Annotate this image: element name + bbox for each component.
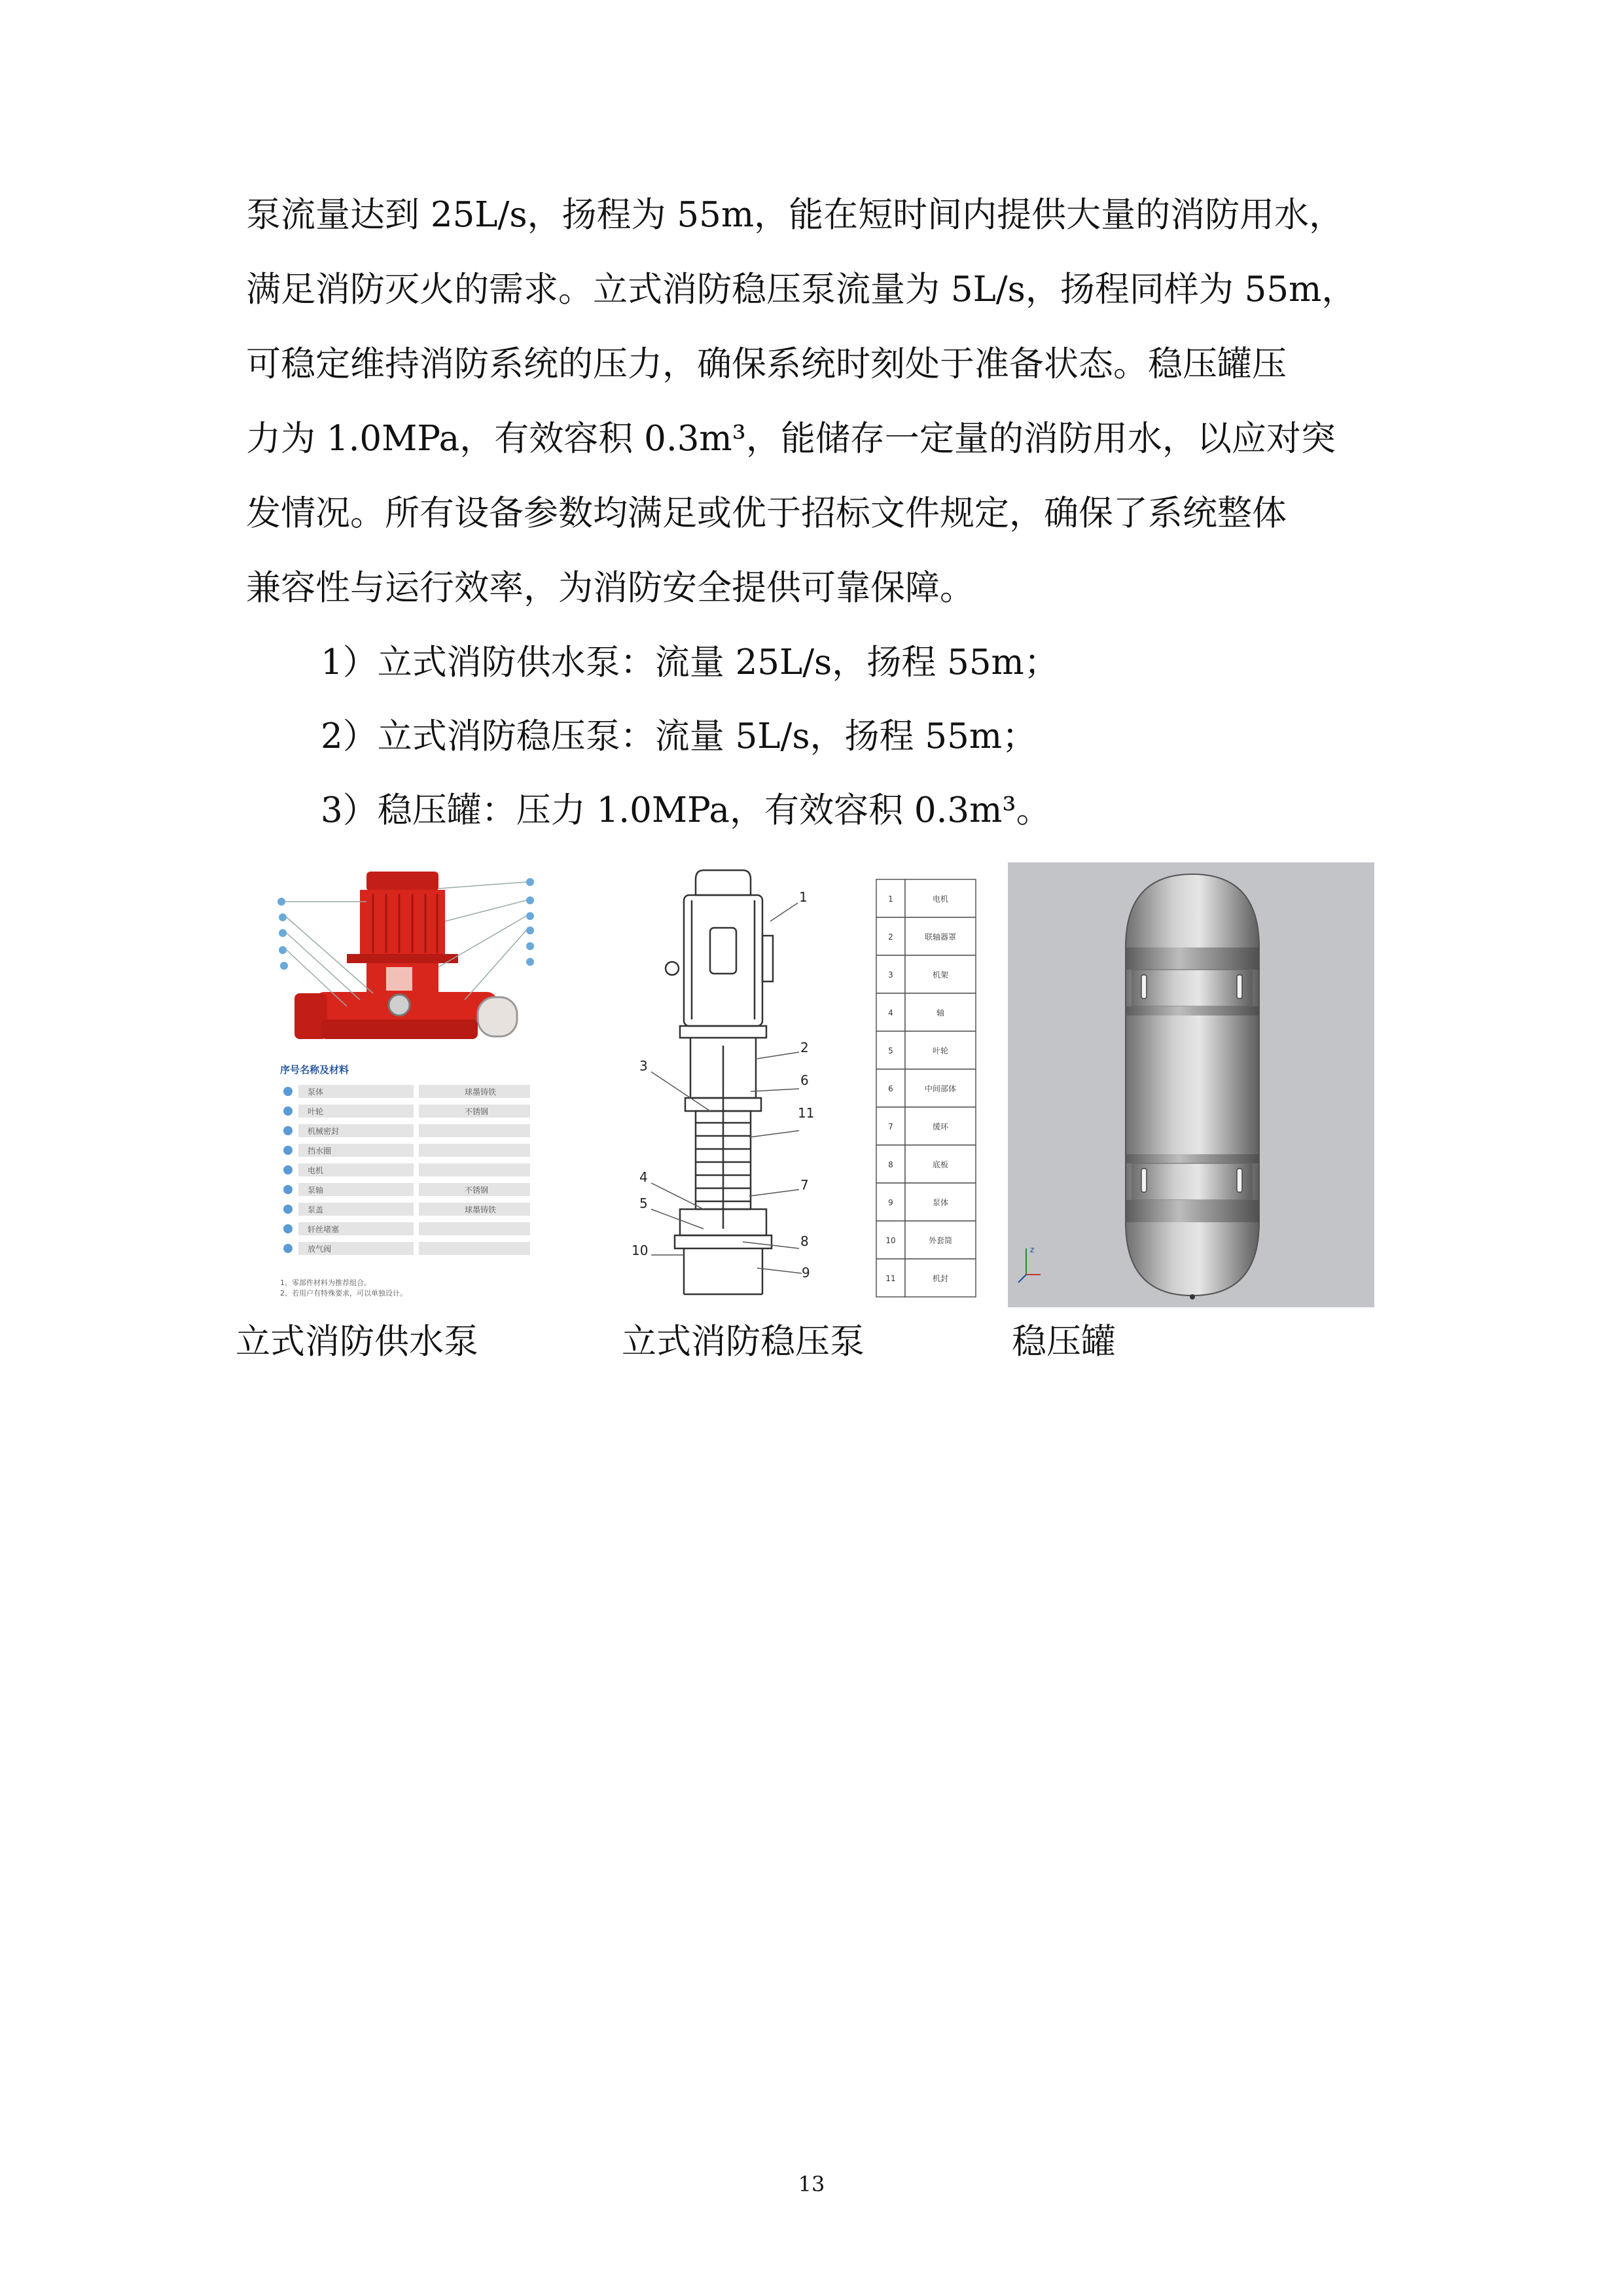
part-name: 机架 — [932, 970, 949, 980]
part-number: 7 — [888, 1122, 893, 1131]
part-name: 放气阀 — [308, 1245, 332, 1254]
figure-stabilizer-pump — [612, 862, 980, 1301]
body-line: 满足消防灭火的需求。立式消防稳压泵流量为 5L/s，扬程同样为 55m， — [246, 270, 1357, 309]
part-name: 缓环 — [932, 1122, 949, 1131]
callout-11: 11 — [798, 1105, 815, 1121]
table-cell — [419, 1124, 530, 1137]
part-name: 叶轮 — [308, 1107, 324, 1116]
part-material: 不锈钢 — [465, 1107, 489, 1116]
part-material: 球墨铸铁 — [465, 1205, 497, 1214]
table-cell — [419, 1222, 530, 1235]
part-name: 中间部体 — [924, 1084, 957, 1093]
material-table-title: 序号名称及材料 — [280, 1064, 349, 1076]
part-name: 电机 — [932, 894, 949, 904]
callout-8: 8 — [800, 1233, 809, 1249]
part-name: 底板 — [932, 1160, 949, 1169]
motor-cap — [366, 872, 438, 891]
part-name: 机封 — [932, 1274, 949, 1283]
callout-1: 1 — [799, 889, 808, 905]
part-number: 10 — [885, 1236, 896, 1245]
caption-stabilizer-pump: 立式消防稳压泵 — [622, 1322, 865, 1362]
callout-9: 9 — [802, 1265, 810, 1280]
axis-label: z — [1030, 1245, 1035, 1254]
table-cell — [419, 1144, 530, 1157]
part-name: 联轴器罩 — [924, 932, 957, 942]
figure-pressure-tank — [1008, 862, 1374, 1307]
list-item: 3）稳压罐：压力 1.0MPa，有效容积 0.3m³。 — [321, 790, 1051, 830]
row-bullet-icon — [283, 1165, 293, 1174]
part-name: 叶轮 — [932, 1046, 949, 1055]
part-name: 轴 — [936, 1008, 945, 1017]
part-number: 2 — [888, 932, 893, 942]
material-note: 1、零部件材料为推荐组合。 — [280, 1279, 371, 1287]
part-name: 机械密封 — [308, 1127, 340, 1136]
part-number: 3 — [888, 970, 893, 980]
part-number: 6 — [888, 1084, 893, 1093]
list-item: 2）立式消防稳压泵：流量 5L/s，扬程 55m； — [321, 716, 1037, 756]
callout-3: 3 — [639, 1058, 648, 1074]
part-name: 挡水圈 — [308, 1146, 332, 1156]
callout-2: 2 — [800, 1040, 809, 1055]
list-item: 1）立式消防供水泵：流量 25L/s，扬程 55m； — [321, 643, 1059, 682]
row-bullet-icon — [283, 1185, 293, 1194]
part-number: 5 — [888, 1046, 893, 1055]
row-bullet-icon — [283, 1087, 293, 1096]
part-name: 电机 — [308, 1166, 324, 1175]
body-line: 泵流量达到 25L/s，扬程为 55m，能在短时间内提供大量的消防用水， — [246, 195, 1344, 235]
callout-5: 5 — [639, 1195, 648, 1211]
table-cell — [419, 1242, 530, 1255]
part-number: 8 — [888, 1160, 893, 1169]
material-note: 2、若用户有特殊要求，可以单独设计。 — [280, 1289, 407, 1298]
body-line: 兼容性与运行效率，为消防安全提供可靠保障。 — [246, 568, 974, 608]
part-number: 4 — [888, 1008, 893, 1017]
table-cell — [419, 1163, 530, 1176]
part-material: 不锈钢 — [465, 1186, 489, 1195]
row-bullet-icon — [283, 1224, 293, 1233]
part-name: 泵盖 — [308, 1205, 324, 1214]
part-number: 11 — [885, 1274, 896, 1283]
figure-supply-pump — [268, 862, 543, 1301]
part-number: 1 — [888, 894, 893, 904]
row-bullet-icon — [283, 1205, 293, 1214]
row-bullet-icon — [283, 1146, 293, 1155]
caption-supply-pump: 立式消防供水泵 — [236, 1322, 478, 1362]
part-material: 球墨铸铁 — [465, 1087, 497, 1097]
page-number: 13 — [798, 2172, 825, 2197]
callout-10: 10 — [632, 1243, 649, 1258]
body-line: 可稳定维持消防系统的压力，确保系统时刻处于准备状态。稳压罐压 — [246, 344, 1287, 384]
row-bullet-icon — [283, 1126, 293, 1135]
row-bullet-icon — [283, 1106, 293, 1116]
part-name: 泵体 — [932, 1198, 949, 1207]
part-name: 轩丝堵塞 — [308, 1225, 340, 1234]
callout-4: 4 — [639, 1169, 648, 1185]
supply-pump-illustration — [268, 862, 543, 1301]
callout-7: 7 — [800, 1177, 809, 1193]
row-bullet-icon — [283, 1244, 293, 1253]
body-line: 发情况。所有设备参数均满足或优于招标文件规定，确保了系统整体 — [246, 493, 1287, 533]
part-name: 外套筒 — [928, 1236, 953, 1245]
spec-list — [321, 626, 1059, 847]
body-paragraph — [246, 178, 1385, 626]
caption-pressure-tank: 稳压罐 — [1012, 1322, 1116, 1362]
part-number: 9 — [888, 1198, 893, 1207]
pressure-tank-render — [1008, 862, 1374, 1307]
tank-shell — [1126, 874, 1259, 1296]
stabilizer-pump-drawing — [612, 862, 980, 1301]
callout-6: 6 — [800, 1072, 809, 1088]
part-name: 泵体 — [308, 1087, 324, 1097]
part-name: 泵轴 — [308, 1186, 324, 1195]
body-line: 力为 1.0MPa，有效容积 0.3m³，能储存一定量的消防用水，以应对突 — [246, 419, 1336, 459]
